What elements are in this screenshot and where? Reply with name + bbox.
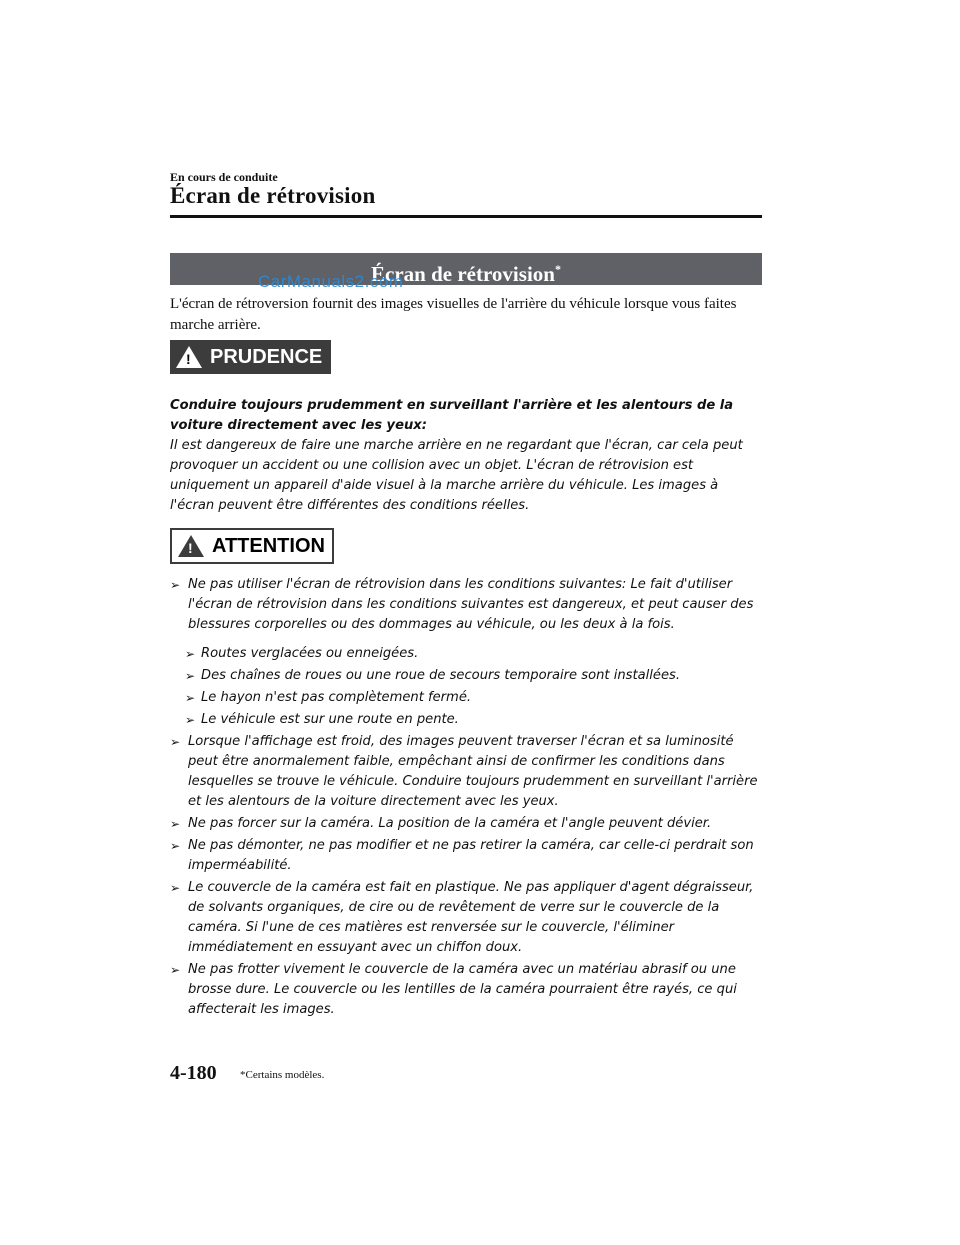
heading-rule	[170, 215, 762, 218]
arrow-bullet-icon: ➢	[185, 713, 196, 727]
section-label: En cours de conduite	[170, 170, 278, 184]
watermark: CarManuals2.com	[258, 272, 404, 291]
arrow-bullet-icon: ➢	[170, 817, 181, 831]
warning-icon	[178, 535, 204, 557]
prudence-label-box	[170, 340, 331, 374]
arrow-bullet-icon: ➢	[170, 578, 181, 592]
sub-list-item: ➢ Routes verglacées ou enneigées.	[185, 644, 762, 664]
sub-list	[170, 644, 762, 730]
arrow-bullet-icon: ➢	[170, 735, 181, 749]
footnote-marker: *	[554, 262, 561, 276]
list-item: ➢ Ne pas frotter vivement le couvercle de la caméra avec un matériau abrasif ou une brosse dure. Le couvercle ou les lentilles de la caméra pourraient être rayés, ce qui affecterait les images.	[170, 962, 737, 1017]
warning-icon	[176, 346, 202, 368]
list-item: ➢ Ne pas utiliser l'écran de rétrovision dans les conditions suivantes: Le fait d'utiliser l'écran de rétrovision dans les conditions suivantes est dangereux, et peut causer des blessures corporelles ou des dommages au véhicule, ou les deux à la fois.	[170, 577, 754, 632]
list-item: ➢ Ne pas forcer sur la caméra. La position de la caméra et l'angle peuvent dévier.	[170, 814, 762, 834]
arrow-bullet-icon: ➢	[185, 669, 196, 683]
sub-list-item: ➢ Des chaînes de roues ou une roue de secours temporaire sont installées.	[185, 666, 762, 686]
footnote: *Certains modèles.	[240, 1069, 325, 1081]
page-heading: Écran de rétrovision	[170, 183, 376, 208]
prudence-label: PRUDENCE	[210, 345, 323, 368]
section-title: Écran de rétrovision	[371, 262, 555, 286]
list-item: ➢ Ne pas démonter, ne pas modifier et ne pas retirer la caméra, car celle-ci perdrait son imperméabilité.	[170, 838, 754, 873]
arrow-bullet-icon: ➢	[170, 881, 181, 895]
arrow-bullet-icon: ➢	[170, 839, 181, 853]
list-item: ➢ Lorsque l'affichage est froid, des images peuvent traverser l'écran et sa luminosité peut être anormalement faible, empêchant ainsi de confirmer les conditions dans lesquelles se trouve le véhicule. Conduire toujours prudemment en surveillant l'arrière et les alentours de la voiture directement avec les yeux.	[170, 734, 758, 809]
attention-label-box	[170, 528, 334, 564]
prudence-bold-text: Conduire toujours prudemment en surveillant l'arrière et les alentours de la voiture directement avec les yeux:	[170, 398, 734, 433]
sub-list-item: ➢ Le hayon n'est pas complètement fermé.	[185, 688, 762, 708]
attention-label: ATTENTION	[212, 534, 325, 557]
list-item: ➢ Le couvercle de la caméra est fait en plastique. Ne pas appliquer d'agent dégraisseur, de solvants organiques, de cire ou de revêtement de verre sur le couvercle de la caméra. Si l'une de ces matières est renversée sur le couvercle, l'éliminer immédiatement en essuyant avec un chiffon doux.	[170, 880, 754, 955]
attention-list	[170, 575, 762, 1022]
arrow-bullet-icon: ➢	[185, 691, 196, 705]
arrow-bullet-icon: ➢	[170, 963, 181, 977]
page-number: 4-180	[170, 1062, 217, 1084]
prudence-text: Il est dangereux de faire une marche arrière en ne regardant que l'écran, car cela peut provoquer un accident ou une collision avec un objet. L'écran de rétrovision est uniquement un appareil d'aide visuel à la marche arrière du véhicule. Les images à l'écran peuvent être différentes des conditions réelles.	[170, 438, 743, 513]
arrow-bullet-icon: ➢	[185, 647, 196, 661]
sub-list-item: ➢ Le véhicule est sur une route en pente.	[185, 710, 762, 730]
prudence-text-block	[170, 396, 760, 516]
intro-paragraph: L'écran de rétroversion fournit des images visuelles de l'arrière du véhicule lorsque vous faites marche arrière.	[170, 296, 737, 333]
